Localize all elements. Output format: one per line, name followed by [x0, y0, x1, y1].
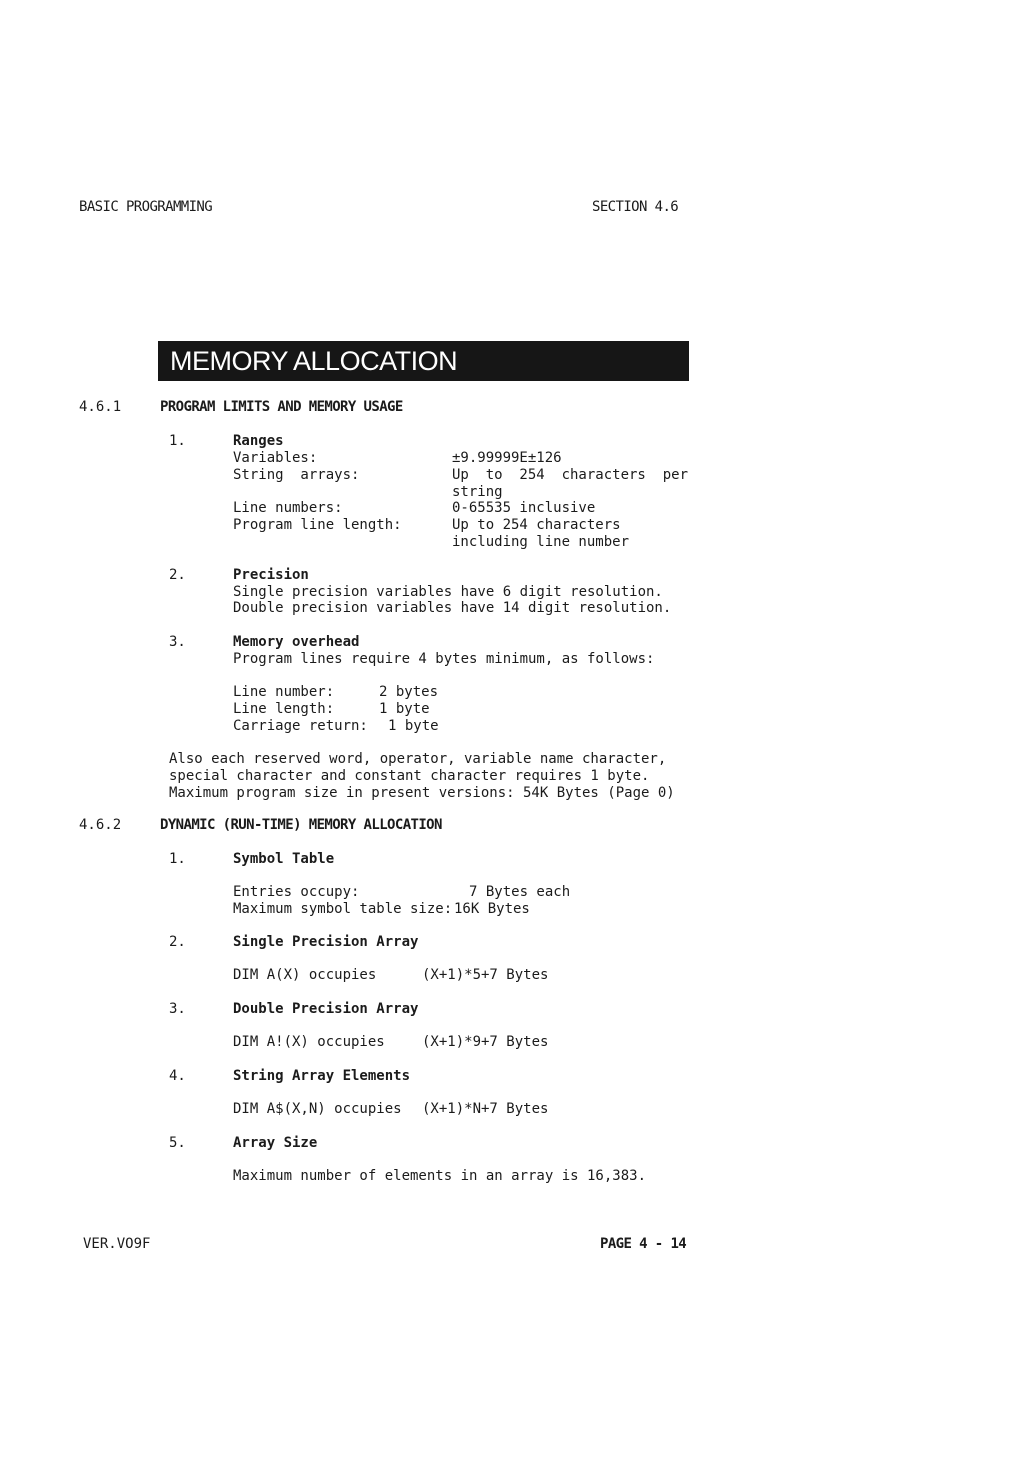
- symbol-label: Entries occupy:: [233, 884, 360, 900]
- overhead-value: 1 byte: [388, 718, 439, 734]
- range-value: 0-65535 inclusive: [452, 500, 596, 516]
- range-value-cont: including line number: [452, 534, 630, 550]
- item-title-memory-overhead: Memory overhead: [233, 634, 360, 650]
- range-value: Up to 254 characters per: [452, 467, 689, 483]
- item-number: 5.: [169, 1135, 186, 1151]
- item-number: 2.: [169, 934, 186, 950]
- precision-line: Single precision variables have 6 digit resolution.: [233, 584, 663, 600]
- range-label: Variables:: [233, 450, 318, 466]
- array-value: (X+1)*5+7 Bytes: [422, 967, 549, 983]
- precision-line: Double precision variables have 14 digit resolution.: [233, 600, 672, 616]
- item-number: 3.: [169, 1001, 186, 1017]
- item-title-ranges: Ranges: [233, 433, 284, 449]
- symbol-value: 7 Bytes each: [469, 884, 571, 900]
- item-number: 1.: [169, 433, 186, 449]
- item-number: 4.: [169, 1068, 186, 1084]
- item-number: 2.: [169, 567, 186, 583]
- range-value: ±9.99999E±126: [452, 450, 562, 466]
- footer-page-number: PAGE 4 - 14: [600, 1236, 687, 1252]
- array-value: (X+1)*N+7 Bytes: [422, 1101, 549, 1117]
- array-value: (X+1)*9+7 Bytes: [422, 1034, 549, 1050]
- overhead-value: 2 bytes: [379, 684, 439, 700]
- item-number: 1.: [169, 851, 186, 867]
- array-label: DIM A!(X) occupies: [233, 1034, 385, 1050]
- item-title-precision: Precision: [233, 567, 309, 583]
- item-number: 3.: [169, 634, 186, 650]
- section-number-4-6-1: 4.6.1: [79, 399, 122, 415]
- array-size-text: Maximum number of elements in an array is 16,383.: [233, 1168, 647, 1184]
- range-label: Program line length:: [233, 517, 402, 533]
- symbol-value: 16K Bytes: [454, 901, 530, 917]
- running-header-right: SECTION 4.6: [592, 199, 679, 215]
- item-title-array-size: Array Size: [233, 1135, 318, 1151]
- overhead-value: 1 byte: [379, 701, 430, 717]
- overhead-intro: Program lines require 4 bytes minimum, as follows:: [233, 651, 655, 667]
- item-title-double-precision-array: Double Precision Array: [233, 1001, 419, 1017]
- note-line: Also each reserved word, operator, variable name character,: [169, 751, 667, 767]
- note-line: Maximum program size in present versions: 54K Bytes (Page 0): [169, 785, 675, 801]
- section-title-4-6-2: DYNAMIC (RUN-TIME) MEMORY ALLOCATION: [160, 817, 442, 833]
- range-value: Up to 254 characters: [452, 517, 621, 533]
- item-title-string-array-elements: String Array Elements: [233, 1068, 411, 1084]
- range-value-cont: string: [452, 484, 503, 500]
- range-label: Line numbers:: [233, 500, 343, 516]
- range-label: String arrays:: [233, 467, 360, 483]
- symbol-label: Maximum symbol table size:: [233, 901, 453, 917]
- section-title-4-6-1: PROGRAM LIMITS AND MEMORY USAGE: [160, 399, 403, 415]
- overhead-label: Line number:: [233, 684, 335, 700]
- section-number-4-6-2: 4.6.2: [79, 817, 122, 833]
- item-title-symbol-table: Symbol Table: [233, 851, 335, 867]
- overhead-label: Carriage return:: [233, 718, 368, 734]
- item-title-single-precision-array: Single Precision Array: [233, 934, 419, 950]
- note-line: special character and constant character requires 1 byte.: [169, 768, 650, 784]
- array-label: DIM A$(X,N) occupies: [233, 1101, 402, 1117]
- overhead-label: Line length:: [233, 701, 335, 717]
- section-banner: MEMORY ALLOCATION: [158, 341, 689, 381]
- array-label: DIM A(X) occupies: [233, 967, 377, 983]
- footer-version: VER.VO9F: [83, 1236, 151, 1252]
- running-header-left: BASIC PROGRAMMING: [79, 199, 213, 215]
